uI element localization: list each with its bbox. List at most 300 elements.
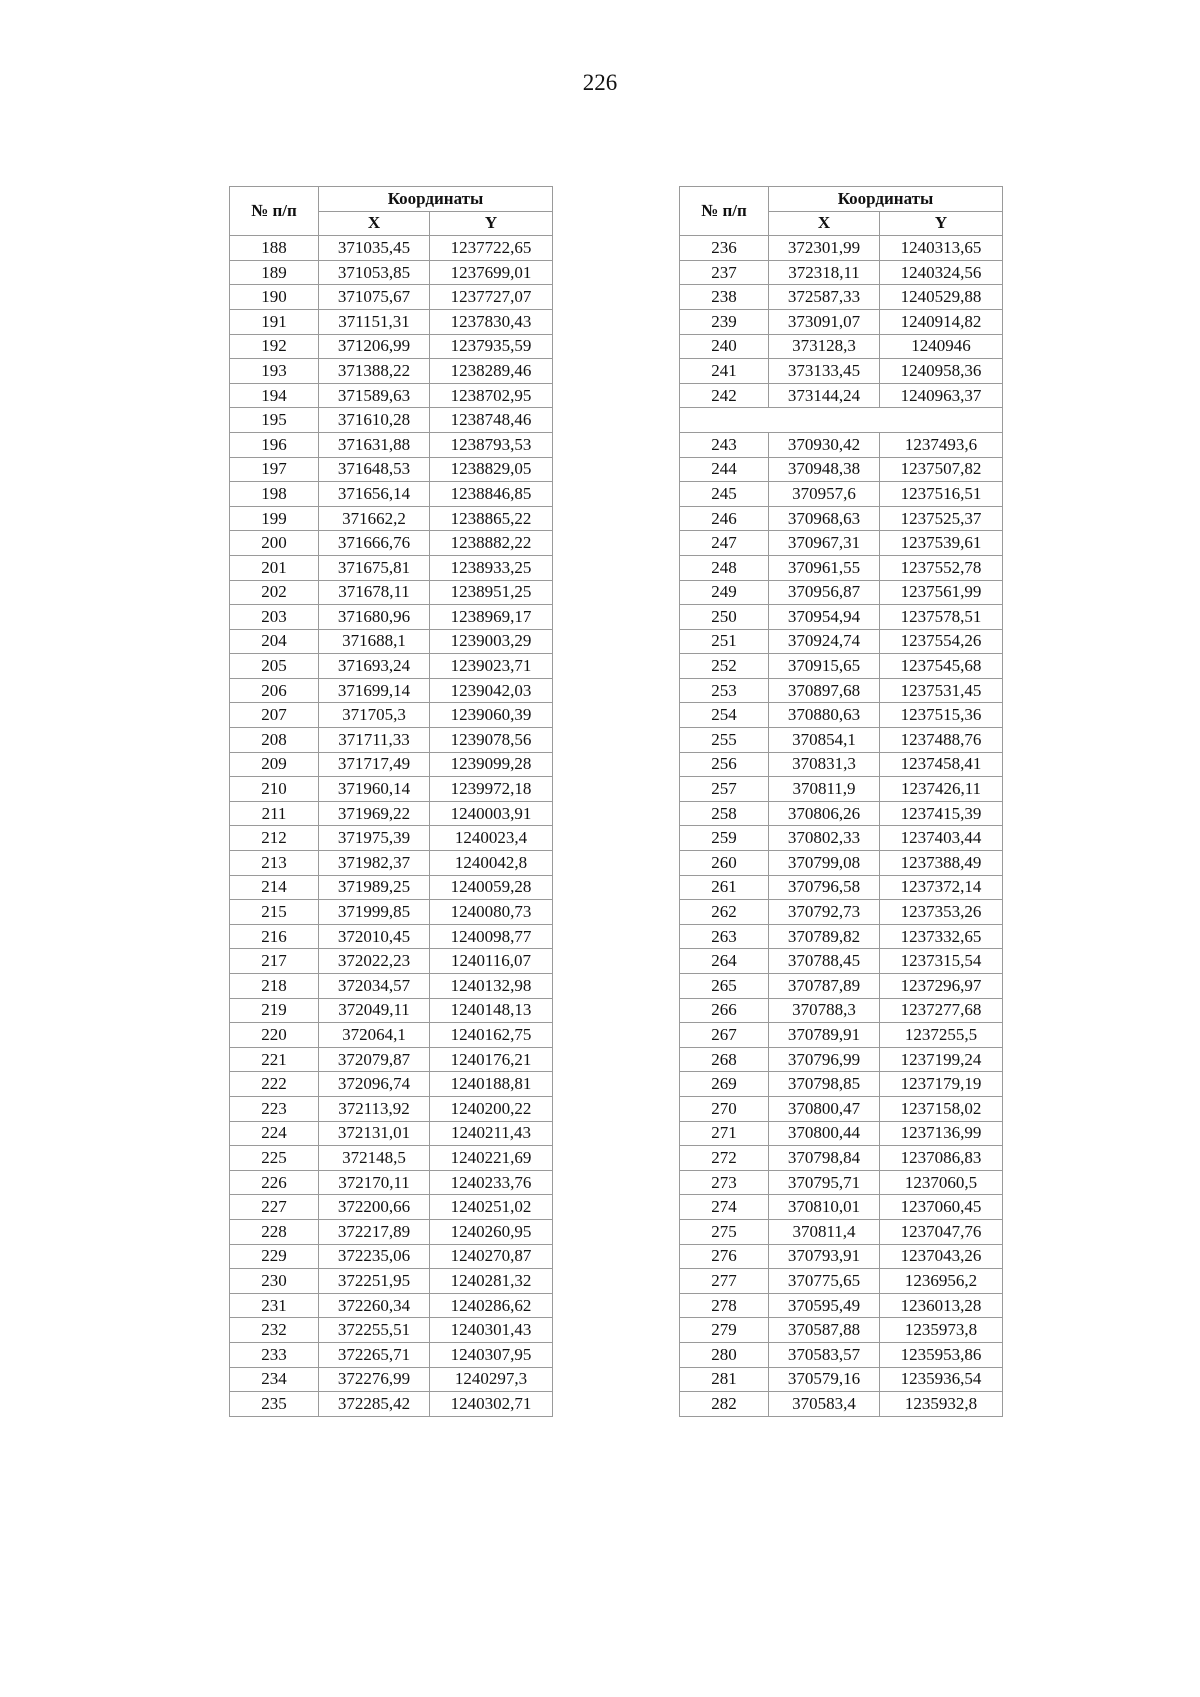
table-row [680, 506, 1003, 531]
cell-number: 265 [680, 974, 769, 999]
cell-x: 371982,37 [319, 851, 430, 876]
cell-x: 370798,84 [769, 1146, 880, 1171]
cell-number: 202 [230, 580, 319, 605]
table-row [680, 777, 1003, 802]
table-row [230, 752, 553, 777]
cell-x: 370798,85 [769, 1072, 880, 1097]
cell-number: 194 [230, 383, 319, 408]
cell-number: 217 [230, 949, 319, 974]
cell-number: 237 [680, 260, 769, 285]
cell-y: 1240529,88 [880, 285, 1003, 310]
table-row [680, 752, 1003, 777]
cell-y: 1235932,8 [880, 1392, 1003, 1417]
table-row [230, 629, 553, 654]
cell-x: 371388,22 [319, 359, 430, 384]
cell-y: 1237403,44 [880, 826, 1003, 851]
cell-x: 370792,73 [769, 900, 880, 925]
cell-x: 372010,45 [319, 924, 430, 949]
cell-number: 241 [680, 359, 769, 384]
table-row [680, 678, 1003, 703]
cell-number: 228 [230, 1219, 319, 1244]
cell-number: 221 [230, 1047, 319, 1072]
table-row [230, 974, 553, 999]
table-row [230, 1367, 553, 1392]
cell-number: 219 [230, 998, 319, 1023]
cell-number: 226 [230, 1170, 319, 1195]
cell-number: 263 [680, 924, 769, 949]
table-row [680, 482, 1003, 507]
cell-y: 1240059,28 [430, 875, 553, 900]
table-row [230, 260, 553, 285]
cell-y: 1240286,62 [430, 1293, 553, 1318]
cell-number: 212 [230, 826, 319, 851]
cell-number: 240 [680, 334, 769, 359]
cell-number: 282 [680, 1392, 769, 1417]
cell-number: 252 [680, 654, 769, 679]
cell-y: 1236956,2 [880, 1269, 1003, 1294]
table-row [680, 974, 1003, 999]
cell-y: 1235973,8 [880, 1318, 1003, 1343]
cell-y: 1240221,69 [430, 1146, 553, 1171]
cell-number: 251 [680, 629, 769, 654]
table-row [230, 1146, 553, 1171]
cell-number: 200 [230, 531, 319, 556]
cell-number: 196 [230, 432, 319, 457]
cell-x: 370967,31 [769, 531, 880, 556]
coordinates-table-right [679, 186, 1003, 1417]
cell-number: 204 [230, 629, 319, 654]
table-row [230, 309, 553, 334]
cell-number: 244 [680, 457, 769, 482]
table-row [680, 1170, 1003, 1195]
table-row [230, 334, 553, 359]
cell-x: 370968,63 [769, 506, 880, 531]
cell-x: 372079,87 [319, 1047, 430, 1072]
cell-x: 372285,42 [319, 1392, 430, 1417]
cell-y: 1237539,61 [880, 531, 1003, 556]
table-row [230, 531, 553, 556]
cell-x: 372049,11 [319, 998, 430, 1023]
table-row [230, 580, 553, 605]
cell-x: 371688,1 [319, 629, 430, 654]
cell-y: 1240963,37 [880, 383, 1003, 408]
cell-number: 278 [680, 1293, 769, 1318]
cell-x: 372217,89 [319, 1219, 430, 1244]
cell-y: 1237935,59 [430, 334, 553, 359]
cell-x: 372200,66 [319, 1195, 430, 1220]
cell-x: 372265,71 [319, 1342, 430, 1367]
cell-number: 193 [230, 359, 319, 384]
cell-x: 371717,49 [319, 752, 430, 777]
table-row [230, 1023, 553, 1048]
table-row [680, 1269, 1003, 1294]
cell-y: 1238702,95 [430, 383, 553, 408]
table-row [230, 457, 553, 482]
cell-number: 249 [680, 580, 769, 605]
cell-x: 372318,11 [769, 260, 880, 285]
cell-number: 246 [680, 506, 769, 531]
cell-y: 1237488,76 [880, 728, 1003, 753]
cell-x: 371680,96 [319, 605, 430, 630]
cell-y: 1235936,54 [880, 1367, 1003, 1392]
cell-number: 268 [680, 1047, 769, 1072]
cell-x: 371206,99 [319, 334, 430, 359]
cell-y: 1237332,65 [880, 924, 1003, 949]
cell-number: 248 [680, 555, 769, 580]
cell-x: 370954,94 [769, 605, 880, 630]
table-row [680, 703, 1003, 728]
table-row [680, 260, 1003, 285]
cell-y: 1240200,22 [430, 1096, 553, 1121]
cell-y: 1237722,65 [430, 236, 553, 261]
cell-x: 370930,42 [769, 432, 880, 457]
cell-number: 230 [230, 1269, 319, 1294]
cell-x: 373091,07 [769, 309, 880, 334]
header-y: Y [430, 211, 553, 236]
table-row [230, 1342, 553, 1367]
table-row [680, 1342, 1003, 1367]
cell-x: 370775,65 [769, 1269, 880, 1294]
cell-number: 275 [680, 1219, 769, 1244]
cell-y: 1240176,21 [430, 1047, 553, 1072]
table-row [680, 654, 1003, 679]
table-row [680, 1072, 1003, 1097]
table-row [230, 236, 553, 261]
cell-y: 1240301,43 [430, 1318, 553, 1343]
cell-y: 1237516,51 [880, 482, 1003, 507]
table-row [230, 1392, 553, 1417]
cell-x: 372235,06 [319, 1244, 430, 1269]
cell-x: 372113,92 [319, 1096, 430, 1121]
table-row [680, 1023, 1003, 1048]
table-row [680, 457, 1003, 482]
cell-x: 370957,6 [769, 482, 880, 507]
header-x: X [319, 211, 430, 236]
cell-number: 245 [680, 482, 769, 507]
cell-number: 203 [230, 605, 319, 630]
table-row [230, 605, 553, 630]
cell-y: 1238289,46 [430, 359, 553, 384]
cell-x: 370802,33 [769, 826, 880, 851]
table-row [230, 408, 553, 433]
cell-x: 372255,51 [319, 1318, 430, 1343]
cell-x: 371151,31 [319, 309, 430, 334]
cell-x: 371656,14 [319, 482, 430, 507]
cell-number: 232 [230, 1318, 319, 1343]
cell-y: 1237315,54 [880, 949, 1003, 974]
cell-number: 272 [680, 1146, 769, 1171]
cell-number: 233 [230, 1342, 319, 1367]
cell-x: 371711,33 [319, 728, 430, 753]
cell-y: 1238748,46 [430, 408, 553, 433]
cell-y: 1239060,39 [430, 703, 553, 728]
table-row [680, 580, 1003, 605]
cell-y: 1240914,82 [880, 309, 1003, 334]
cell-number: 277 [680, 1269, 769, 1294]
cell-number: 238 [680, 285, 769, 310]
cell-number: 271 [680, 1121, 769, 1146]
cell-number: 214 [230, 875, 319, 900]
cell-x: 372260,34 [319, 1293, 430, 1318]
cell-y: 1236013,28 [880, 1293, 1003, 1318]
cell-x: 371960,14 [319, 777, 430, 802]
table-row [680, 1195, 1003, 1220]
table-row [230, 703, 553, 728]
table-body-left [230, 236, 553, 1417]
header-y: Y [880, 211, 1003, 236]
cell-x: 371589,63 [319, 383, 430, 408]
cell-y: 1238846,85 [430, 482, 553, 507]
cell-y: 1237136,99 [880, 1121, 1003, 1146]
table-row [230, 851, 553, 876]
cell-y: 1240324,56 [880, 260, 1003, 285]
cell-y: 1238951,25 [430, 580, 553, 605]
cell-y: 1240307,95 [430, 1342, 553, 1367]
table-row [230, 949, 553, 974]
cell-number: 195 [230, 408, 319, 433]
cell-y: 1240958,36 [880, 359, 1003, 384]
table-row [230, 924, 553, 949]
cell-number: 227 [230, 1195, 319, 1220]
cell-y: 1237458,41 [880, 752, 1003, 777]
cell-x: 371678,11 [319, 580, 430, 605]
cell-y: 1240260,95 [430, 1219, 553, 1244]
table-row [680, 432, 1003, 457]
cell-x: 373133,45 [769, 359, 880, 384]
cell-x: 370595,49 [769, 1293, 880, 1318]
cell-y: 1237554,26 [880, 629, 1003, 654]
table-row [680, 1219, 1003, 1244]
cell-x: 372096,74 [319, 1072, 430, 1097]
cell-number: 279 [680, 1318, 769, 1343]
cell-y: 1238865,22 [430, 506, 553, 531]
cell-y: 1239023,71 [430, 654, 553, 679]
cell-number: 210 [230, 777, 319, 802]
table-row [680, 309, 1003, 334]
table-row [680, 285, 1003, 310]
table-row [230, 506, 553, 531]
cell-y: 1237179,19 [880, 1072, 1003, 1097]
table-row [680, 1096, 1003, 1121]
cell-number: 213 [230, 851, 319, 876]
cell-y: 1237531,45 [880, 678, 1003, 703]
cell-x: 371648,53 [319, 457, 430, 482]
cell-number: 242 [680, 383, 769, 408]
cell-y: 1239099,28 [430, 752, 553, 777]
separator-cell [680, 408, 1003, 433]
cell-x: 371035,45 [319, 236, 430, 261]
cell-x: 370915,65 [769, 654, 880, 679]
cell-number: 276 [680, 1244, 769, 1269]
cell-x: 372034,57 [319, 974, 430, 999]
cell-x: 370788,3 [769, 998, 880, 1023]
cell-y: 1239042,03 [430, 678, 553, 703]
table-row [230, 1072, 553, 1097]
cell-x: 372131,01 [319, 1121, 430, 1146]
cell-x: 371075,67 [319, 285, 430, 310]
cell-number: 256 [680, 752, 769, 777]
cell-x: 370897,68 [769, 678, 880, 703]
cell-y: 1240233,76 [430, 1170, 553, 1195]
cell-y: 1240042,8 [430, 851, 553, 876]
table-row [680, 383, 1003, 408]
cell-y: 1237552,78 [880, 555, 1003, 580]
table-row [680, 1367, 1003, 1392]
cell-number: 222 [230, 1072, 319, 1097]
cell-number: 189 [230, 260, 319, 285]
cell-x: 371989,25 [319, 875, 430, 900]
cell-number: 231 [230, 1293, 319, 1318]
cell-number: 250 [680, 605, 769, 630]
cell-x: 373144,24 [769, 383, 880, 408]
cell-y: 1237060,45 [880, 1195, 1003, 1220]
cell-y: 1237578,51 [880, 605, 1003, 630]
cell-x: 370796,99 [769, 1047, 880, 1072]
cell-number: 215 [230, 900, 319, 925]
cell-x: 370956,87 [769, 580, 880, 605]
cell-number: 225 [230, 1146, 319, 1171]
cell-number: 254 [680, 703, 769, 728]
cell-number: 235 [230, 1392, 319, 1417]
cell-number: 269 [680, 1072, 769, 1097]
cell-number: 236 [680, 236, 769, 261]
header-coordinates: Координаты [319, 187, 553, 212]
table-row [680, 1293, 1003, 1318]
cell-y: 1240003,91 [430, 801, 553, 826]
table-row [230, 678, 553, 703]
table-row [680, 801, 1003, 826]
cell-y: 1237525,37 [880, 506, 1003, 531]
cell-number: 234 [230, 1367, 319, 1392]
cell-y: 1240116,07 [430, 949, 553, 974]
cell-x: 370948,38 [769, 457, 880, 482]
cell-number: 258 [680, 801, 769, 826]
header-coordinates: Координаты [769, 187, 1003, 212]
cell-x: 370789,91 [769, 1023, 880, 1048]
table-row [230, 654, 553, 679]
cell-x: 370799,08 [769, 851, 880, 876]
table-row [680, 900, 1003, 925]
cell-number: 255 [680, 728, 769, 753]
cell-x: 370811,9 [769, 777, 880, 802]
cell-number: 208 [230, 728, 319, 753]
table-row [680, 949, 1003, 974]
cell-number: 198 [230, 482, 319, 507]
cell-x: 372251,95 [319, 1269, 430, 1294]
table-row [680, 1121, 1003, 1146]
cell-number: 273 [680, 1170, 769, 1195]
cell-number: 205 [230, 654, 319, 679]
cell-y: 1237545,68 [880, 654, 1003, 679]
cell-number: 192 [230, 334, 319, 359]
cell-y: 1237699,01 [430, 260, 553, 285]
cell-x: 370924,74 [769, 629, 880, 654]
table-row [230, 359, 553, 384]
cell-y: 1240251,02 [430, 1195, 553, 1220]
table-row [230, 777, 553, 802]
cell-x: 372587,33 [769, 285, 880, 310]
cell-x: 371662,2 [319, 506, 430, 531]
table-row [230, 875, 553, 900]
table-row [230, 826, 553, 851]
cell-number: 266 [680, 998, 769, 1023]
cell-y: 1237426,11 [880, 777, 1003, 802]
cell-y: 1240302,71 [430, 1392, 553, 1417]
cell-y: 1237507,82 [880, 457, 1003, 482]
table-row [230, 1269, 553, 1294]
table-row [230, 728, 553, 753]
cell-y: 1237415,39 [880, 801, 1003, 826]
cell-x: 370800,44 [769, 1121, 880, 1146]
table-row [680, 998, 1003, 1023]
table-row [680, 728, 1003, 753]
coordinates-table-left [229, 186, 553, 1417]
header-number: № п/п [230, 187, 319, 236]
cell-y: 1237830,43 [430, 309, 553, 334]
cell-number: 218 [230, 974, 319, 999]
cell-x: 371693,24 [319, 654, 430, 679]
cell-number: 281 [680, 1367, 769, 1392]
cell-number: 223 [230, 1096, 319, 1121]
cell-number: 280 [680, 1342, 769, 1367]
cell-number: 262 [680, 900, 769, 925]
cell-x: 370793,91 [769, 1244, 880, 1269]
table-row [680, 359, 1003, 384]
table-row [680, 605, 1003, 630]
cell-number: 274 [680, 1195, 769, 1220]
cell-y: 1237060,5 [880, 1170, 1003, 1195]
cell-x: 371053,85 [319, 260, 430, 285]
table-row [680, 1244, 1003, 1269]
cell-y: 1237388,49 [880, 851, 1003, 876]
cell-x: 370583,4 [769, 1392, 880, 1417]
cell-y: 1237199,24 [880, 1047, 1003, 1072]
cell-x: 370583,57 [769, 1342, 880, 1367]
cell-number: 197 [230, 457, 319, 482]
table-row [230, 1318, 553, 1343]
cell-x: 372170,11 [319, 1170, 430, 1195]
table-row [230, 432, 553, 457]
cell-x: 371666,76 [319, 531, 430, 556]
cell-y: 1240080,73 [430, 900, 553, 925]
table-row [230, 1244, 553, 1269]
cell-x: 371675,81 [319, 555, 430, 580]
cell-y: 1240211,43 [430, 1121, 553, 1146]
cell-number: 247 [680, 531, 769, 556]
table-row [230, 1195, 553, 1220]
cell-x: 371999,85 [319, 900, 430, 925]
cell-x: 370787,89 [769, 974, 880, 999]
table-row [230, 1096, 553, 1121]
cell-x: 370788,45 [769, 949, 880, 974]
table-row [230, 801, 553, 826]
cell-x: 370961,55 [769, 555, 880, 580]
cell-x: 370810,01 [769, 1195, 880, 1220]
cell-y: 1240297,3 [430, 1367, 553, 1392]
cell-y: 1237515,36 [880, 703, 1003, 728]
cell-y: 1238793,53 [430, 432, 553, 457]
table-row [680, 1146, 1003, 1171]
cell-number: 211 [230, 801, 319, 826]
cell-y: 1237353,26 [880, 900, 1003, 925]
table-row [230, 1170, 553, 1195]
cell-x: 371705,3 [319, 703, 430, 728]
table-row [680, 531, 1003, 556]
cell-number: 190 [230, 285, 319, 310]
cell-number: 259 [680, 826, 769, 851]
cell-y: 1239078,56 [430, 728, 553, 753]
table-row [230, 482, 553, 507]
